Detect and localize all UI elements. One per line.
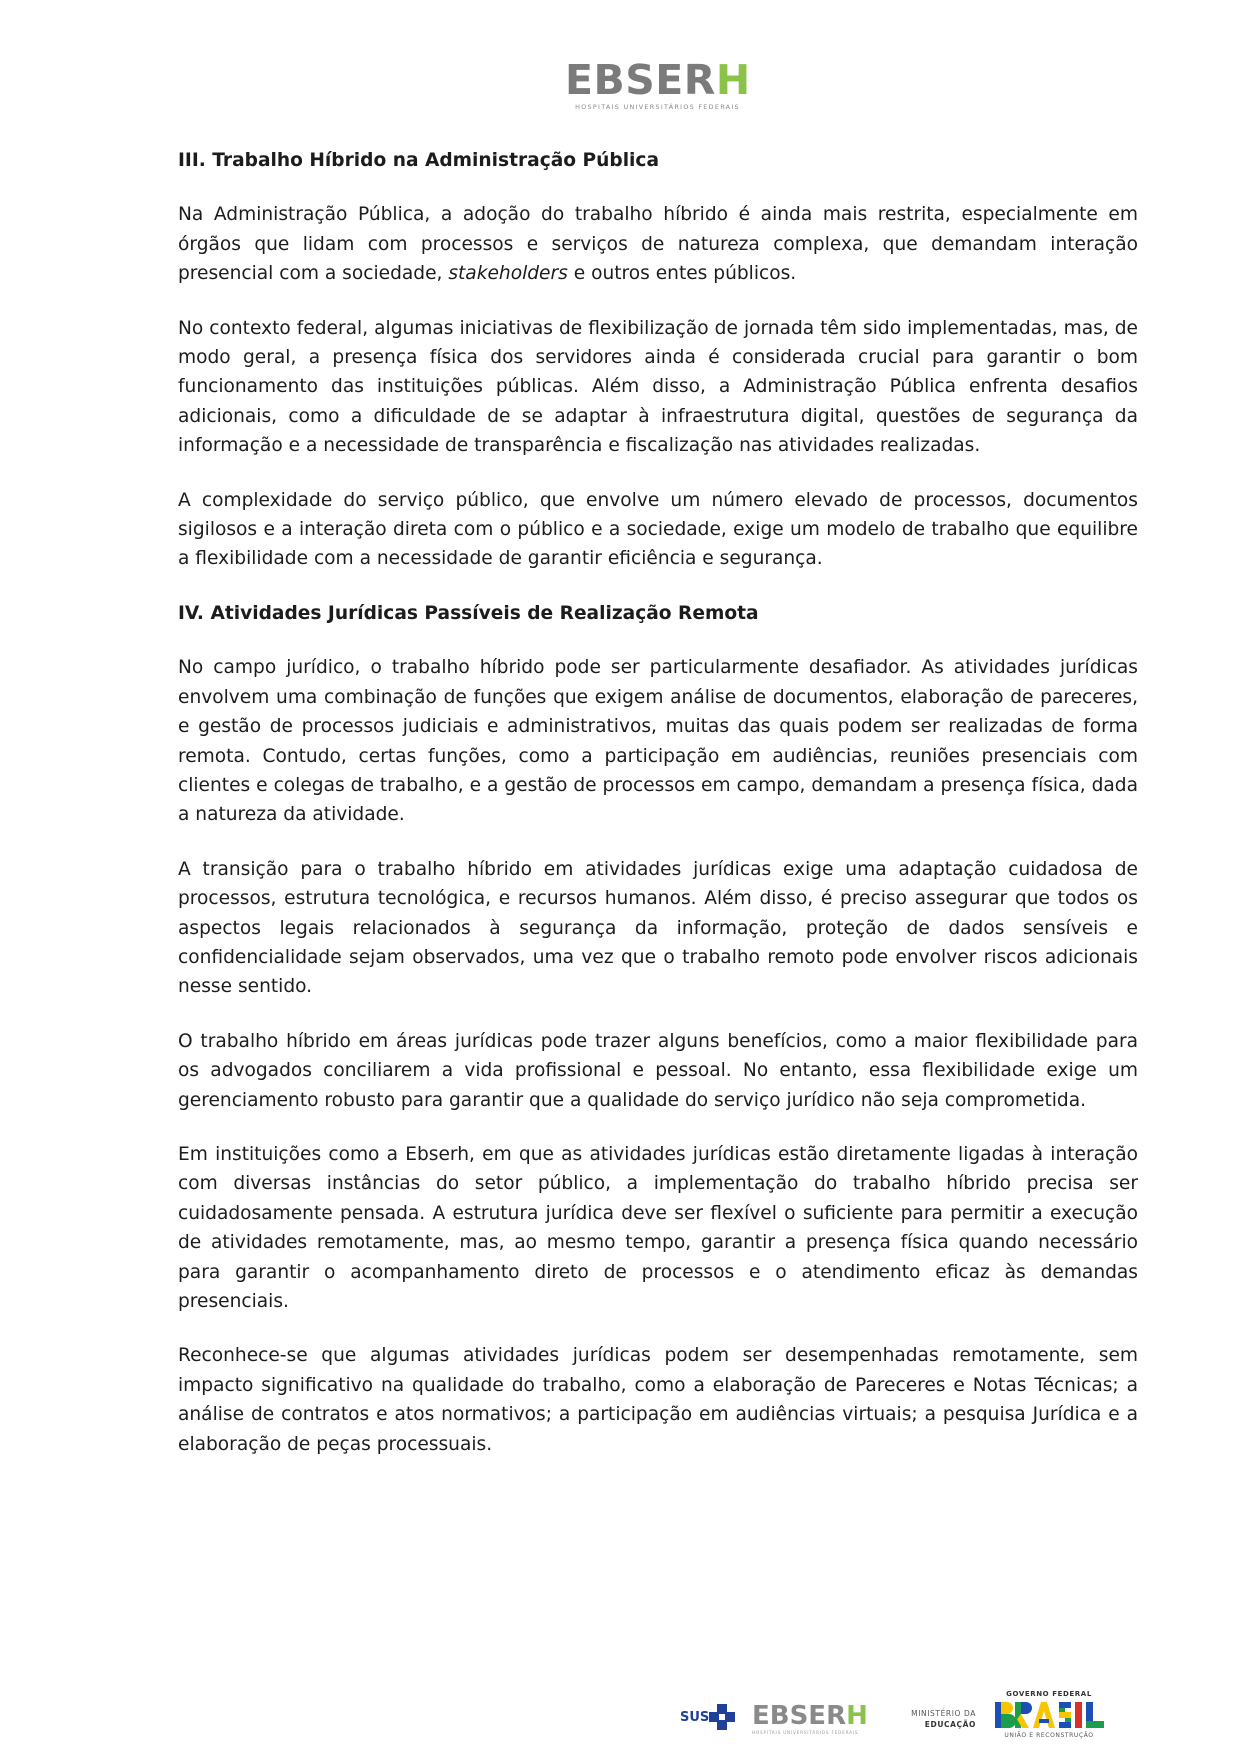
governo-federal-logo <box>985 1690 1113 1742</box>
paragraph: O trabalho híbrido em áreas jurídicas pode trazer alguns benefícios, como a maior flexibilidade para os advogados conciliarem a vida profissional e pessoal. No entanto, essa flexibilidade exige um gerenciamento robusto para garantir que a qualidade do serviço jurídico não seja comprometida. <box>178 1030 1138 1111</box>
section-heading-iv: IV. Atividades Jurídicas Passíveis de Realização Remota <box>178 602 759 624</box>
italic-term: stakeholders <box>448 263 568 285</box>
section-heading-iii: III. Trabalho Híbrido na Administração Pública <box>178 150 660 171</box>
footer-logo-prefix: EBSER <box>752 1701 847 1731</box>
ebserh-logo-subtitle: HOSPITAIS UNIVERSITÁRIOS FEDERAIS <box>575 103 740 111</box>
sus-logo <box>680 1702 738 1732</box>
ebserh-footer-logo <box>752 1702 880 1735</box>
paragraph: A transição para o trabalho híbrido em atividades jurídicas exige uma adaptação cuidadosa de processos, estrutura tecnológica, e recursos humanos. Além disso, é preciso assegurar que todos os aspectos legais relacionados à segurança da informação, proteção de dados sensíveis e confidencialidade sejam observados, uma vez que o trabalho remoto pode envolver riscos adicionais nesse sentido. <box>178 858 1138 998</box>
mec-line1: MINISTÉRIO DA <box>911 1709 976 1718</box>
document-body <box>178 146 1138 1484</box>
ebserh-logo-wordmark <box>565 58 750 102</box>
paragraph: No campo jurídico, o trabalho híbrido pode ser particularmente desafiador. As atividades jurídicas envolvem uma combinação de funções que exigem análise de documentos, elaboração de pareceres, e gestão de processos judiciais e administrativos, muitas das quais podem ser realizadas de forma remota. Contudo, certas funções, como a participação em audiências, reuniões presenciais com clientes e colegas de trabalho, e a gestão de processos em campo, demandam a presença física, dada a natureza da atividade. <box>178 657 1138 826</box>
logo-prefix: EBSER <box>565 56 716 104</box>
footer-logo-accent: H <box>846 1701 868 1731</box>
ebserh-footer-subtitle: HOSPITAIS UNIVERSITÁRIOS FEDERAIS <box>752 1730 859 1735</box>
paragraph <box>178 200 1138 288</box>
sus-logo-text: SUS <box>680 1710 710 1725</box>
ebserh-footer-wordmark <box>752 1702 880 1730</box>
paragraph-text: Na Administração Pública, a adoção do trabalho híbrido é ainda mais restrita, especialmente em órgãos que lidam com processos e serviços de natureza complexa, que demandam interação presencial com a sociedade, <box>178 204 1138 285</box>
sus-cross-icon <box>707 1702 737 1732</box>
paragraph-text: e outros entes públicos. <box>567 263 797 285</box>
ebserh-header-logo <box>565 58 750 114</box>
gov-bottom-text: UNIÃO E RECONSTRUÇÃO <box>1004 1732 1094 1739</box>
paragraph: Em instituições como a Ebserh, em que as atividades jurídicas estão diretamente ligadas à interação com diversas instâncias do setor público, a implementação do trabalho híbrido precisa ser cuidadosamente pensada. A estrutura jurídica deve ser flexível o suficiente para permitir a execução de atividades remotamente, mas, ao mesmo tempo, garantir a presença física quando necessário para garantir o acompanhamento direto de processos e o atendimento eficaz às demandas presenciais. <box>178 1143 1138 1312</box>
gov-top-text: GOVERNO FEDERAL <box>1006 1690 1092 1698</box>
paragraph: No contexto federal, algumas iniciativas de flexibilização de jornada têm sido implementadas, mas, de modo geral, a presença física dos servidores ainda é considerada crucial para garantir o bom funcionamento das instituições públicas. Além disso, a Administração Pública enfrenta desafios adicionais, como a dificuldade de se adaptar à infraestrutura digital, questões de segurança da informação e a necessidade de transparência e fiscalização nas atividades realizadas. <box>178 317 1138 457</box>
paragraph: Reconhece-se que algumas atividades jurídicas podem ser desempenhadas remotamente, sem impacto significativo na qualidade do trabalho, como a elaboração de Pareceres e Notas Técnicas; a análise de contratos e atos normativos; a participação em audiências virtuais; a pesquisa Jurídica e a elaboração de peças processuais. <box>178 1345 1138 1455</box>
brasil-wordmark-icon <box>995 1700 1107 1730</box>
ministerio-educacao-logo <box>892 1708 976 1730</box>
mec-line2: EDUCAÇÃO <box>924 1720 976 1729</box>
paragraph: A complexidade do serviço público, que envolve um número elevado de processos, documentos sigilosos e a interação direta com o público e a sociedade, exige um modelo de trabalho que equilibre a flexibilidade com a necessidade de garantir eficiência e segurança. <box>178 489 1138 570</box>
footer-logos <box>680 1690 1140 1742</box>
logo-accent: H <box>715 56 751 104</box>
